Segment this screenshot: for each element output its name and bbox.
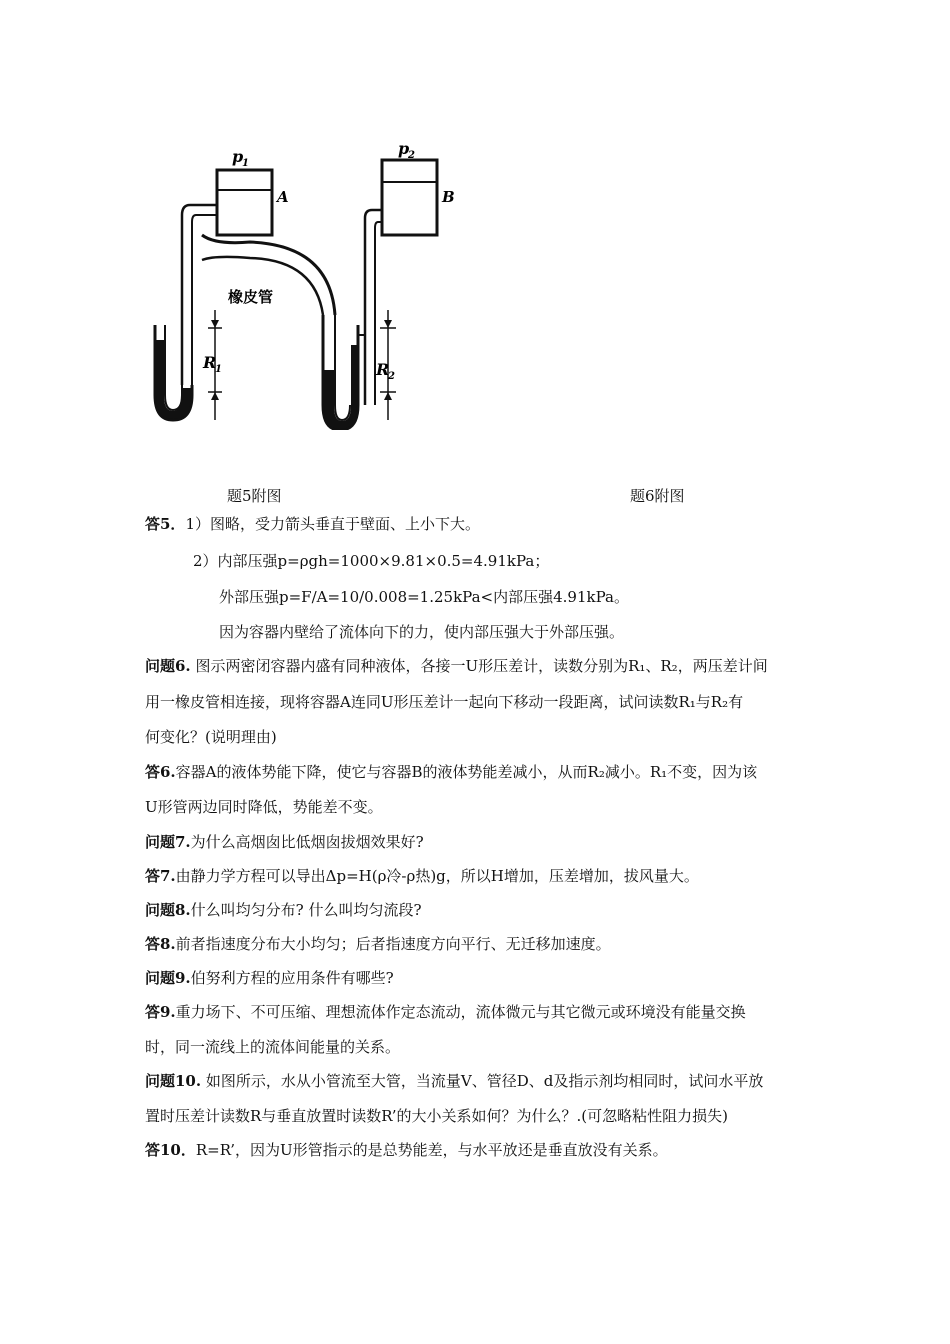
answer-9-line-2 [145, 1037, 400, 1057]
question-6-line-1 [145, 656, 768, 676]
rubber-hose-inner [202, 257, 323, 315]
answer-7-text: 由静力学方程可以导出Δp=H(ρ冷-ρ热)g，所以H增加，压差增加，拔风量大。 [175, 867, 699, 885]
answer-5-line-4 [219, 622, 624, 642]
question-10-line-2 [145, 1106, 728, 1126]
answer-7-head: 答7. [145, 867, 176, 885]
answer-9-text-2: 时，同一流线上的流体间能量的关系。 [145, 1038, 401, 1056]
answer-5-text-4: 因为容器内壁给了流体向下的力，使内部压强大于外部压强。 [219, 623, 625, 641]
label-b: B [442, 188, 455, 206]
question-8-line [145, 900, 422, 920]
question-10-line-1 [145, 1071, 763, 1091]
question-7-line [145, 832, 424, 852]
answer-6-line-1 [145, 762, 757, 782]
answer-9-line-1 [145, 1002, 746, 1022]
r2-arrow-down-icon [384, 320, 392, 328]
answer-6-line-2 [145, 797, 383, 817]
caption-fig6: 题6附图 [630, 487, 685, 505]
u-tube-manometer-figure [140, 130, 480, 430]
label-rubber-hose: 橡皮管 [228, 288, 274, 306]
question-6-line-2 [145, 692, 743, 712]
question-6-text-1: 图示两密闭容器内盛有同种液体，各接一U形压差计，读数分别为R₁、R₂，两压差计间 [190, 657, 768, 675]
answer-5-text-3: 外部压强p=F/A=10/0.008=1.25kPa<内部压强4.91kPa。 [219, 588, 629, 606]
question-8-text: 什么叫均匀分布? 什么叫均匀流段? [190, 901, 422, 919]
left-u-bend-inner [165, 325, 182, 410]
label-a: A [277, 188, 289, 206]
answer-5-line-1 [145, 514, 480, 534]
question-10-head: 问题10. [145, 1072, 202, 1090]
label-p2: p [398, 139, 410, 158]
label-p2-sub: 2 [408, 150, 415, 161]
question-10-text-1: 如图所示，水从小管流至大管，当流量V、管径D、d及指示剂均相同时，试问水平放 [201, 1072, 764, 1090]
r1-arrow-down-icon [211, 320, 219, 328]
question-6-text-3: 何变化？(说明理由) [145, 728, 277, 746]
question-9-line [145, 968, 394, 988]
r1-arrow-up-icon [211, 392, 219, 400]
question-6-line-3 [145, 727, 277, 747]
label-p1: p [232, 147, 244, 166]
question-10-text-2: 置时压差计读数R与垂直放置时读数R’的大小关系如何？为什么？.(可忽略粘性阻力损失) [145, 1107, 729, 1125]
answer-8-line [145, 934, 611, 954]
answer-6-head: 答6. [145, 763, 176, 781]
right-manometer-fluid [324, 345, 357, 429]
answer-5-text-2: 2）内部压强p=ρgh=1000×9.81×0.5=4.91kPa； [193, 552, 550, 570]
answer-5-line-3 [219, 587, 629, 607]
label-p1-sub: 1 [242, 158, 249, 169]
left-manometer-fluid [156, 340, 191, 419]
answer-6-text-1: 容器A的液体势能下降，使它与容器B的液体势能差减小，从而R₂减小。R₁不变，因为该 [175, 763, 758, 781]
answer-8-text: 前者指速度分布大小均匀；后者指速度方向平行、无迁移加速度。 [175, 935, 611, 953]
manometer-diagram [140, 130, 480, 430]
answer-8-head: 答8. [145, 935, 176, 953]
answer-5-text-1: 1）图略，受力箭头垂直于壁面、上小下大。 [185, 515, 480, 533]
container-b [382, 160, 437, 235]
answer-7-line [145, 866, 699, 886]
answer-9-head: 答9. [145, 1003, 176, 1021]
r2-arrow-up-icon [384, 392, 392, 400]
label-r2: R [376, 360, 390, 379]
question-9-text: 伯努利方程的应用条件有哪些? [190, 969, 394, 987]
answer-5-line-2 [193, 551, 549, 571]
question-9-head: 问题9. [145, 969, 191, 987]
caption-fig5: 题5附图 [227, 487, 282, 505]
label-r1: R [203, 353, 217, 372]
answer-6-text-2: U形管两边同时降低，势能差不变。 [145, 798, 383, 816]
question-7-text: 为什么高烟囱比低烟囱拔烟效果好? [190, 833, 424, 851]
label-r2-sub: 2 [388, 371, 395, 382]
answer-5-head: 答5． [145, 515, 186, 533]
container-a [217, 170, 272, 235]
answer-10-head: 答10． [145, 1141, 196, 1159]
right-u-bend-inner [335, 315, 350, 420]
answer-10-line [145, 1140, 668, 1160]
question-8-head: 问题8. [145, 901, 191, 919]
question-6-text-2: 用一橡皮管相连接，现将容器A连同U形压差计一起向下移动一段距离，试问读数R₁与R₂有 [145, 693, 744, 711]
label-r1-sub: 1 [215, 364, 222, 375]
question-6-head: 问题6. [145, 657, 191, 675]
answer-9-text-1: 重力场下、不可压缩、理想流体作定态流动，流体微元与其它微元或环境没有能量交换 [175, 1003, 746, 1021]
answer-10-text: R=R’，因为U形管指示的是总势能差，与水平放还是垂直放没有关系。 [195, 1141, 668, 1159]
question-7-head: 问题7. [145, 833, 191, 851]
